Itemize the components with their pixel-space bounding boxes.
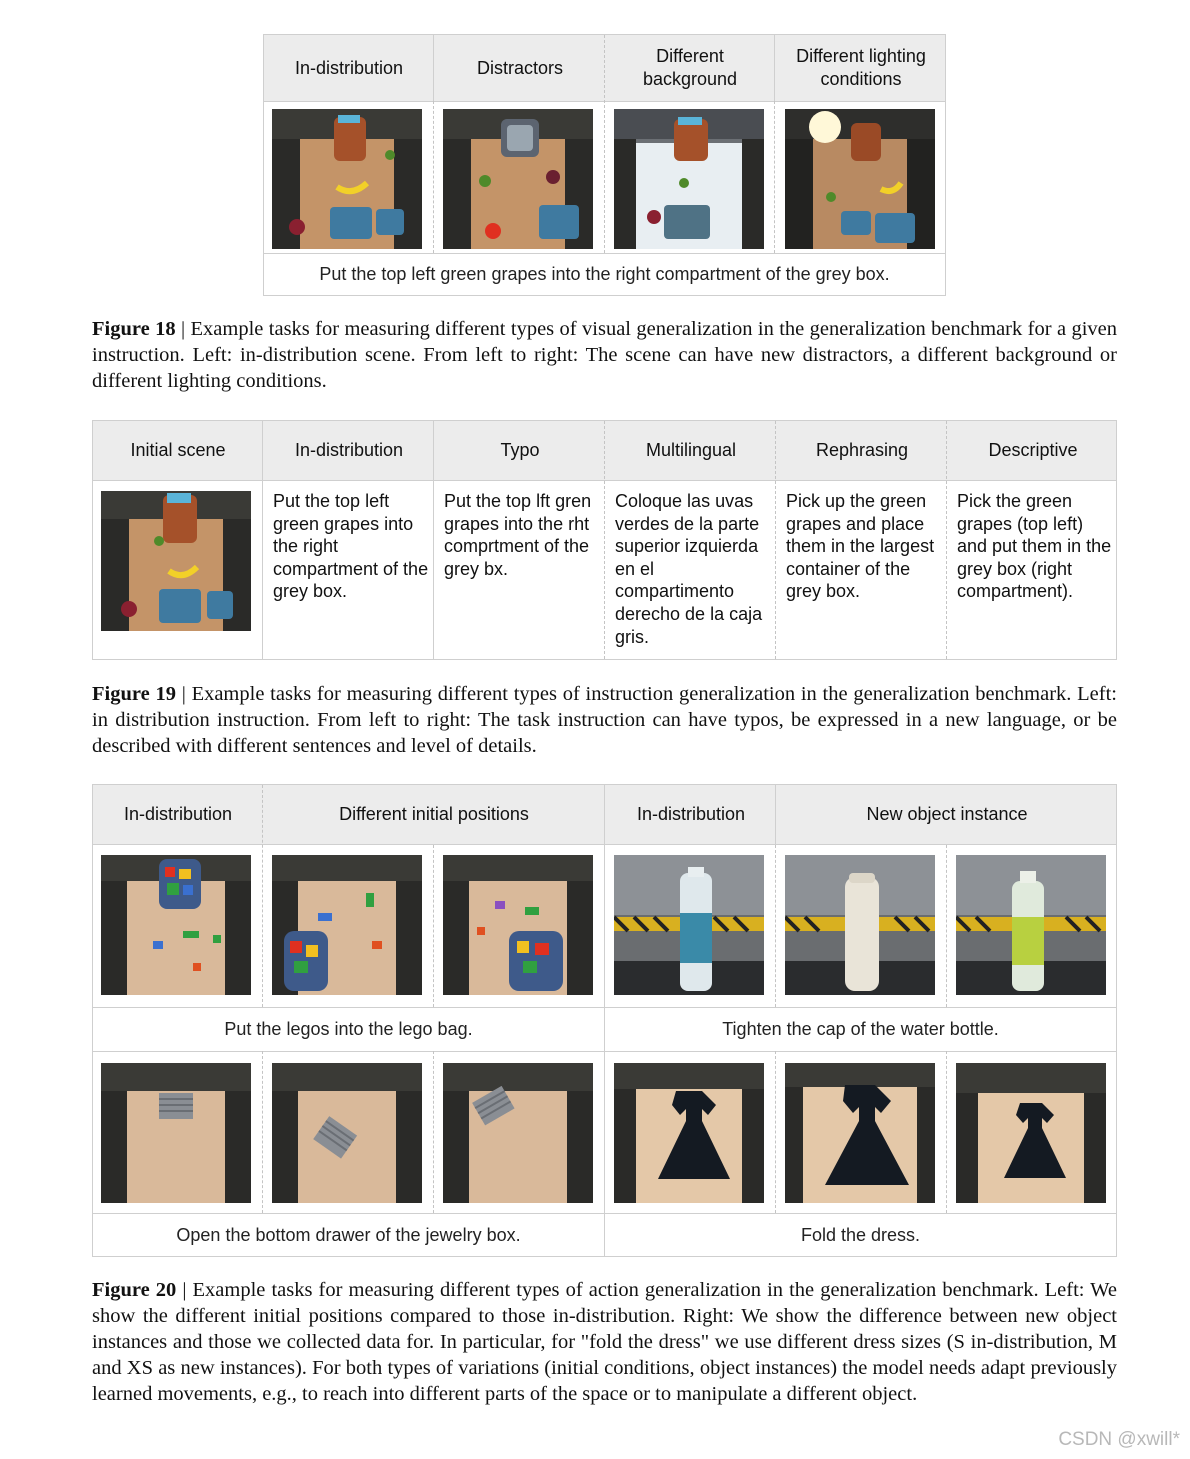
fig20-lego-in-distribution — [101, 855, 251, 995]
figure-18-label: Figure 18 — [92, 318, 176, 340]
fig20-header-new-object-instance: New object instance — [866, 804, 1028, 824]
fig19-header-in-distribution: In-distribution — [294, 440, 404, 460]
fig19-header-multilingual: Multilingual — [645, 440, 737, 460]
fig18-header-lighting: Different lighting conditions — [796, 46, 926, 89]
figure-20-label: Figure 20 — [92, 1279, 177, 1301]
fig19-initial-scene-image — [101, 491, 251, 631]
fig20-instruction-legos: Put the legos into the lego bag. — [224, 1019, 473, 1039]
fig19-cell-in-distribution: Put the top left green grapes into the right compartment of the grey box. — [273, 491, 429, 602]
fig20-jewelry-position-1 — [272, 1063, 422, 1203]
figure-19-table — [92, 420, 1117, 660]
figure-20-table — [92, 784, 1117, 1257]
fig19-header-rephrasing: Rephrasing — [815, 440, 909, 460]
figure-20-caption-text: | Example tasks for measuring different types of action generalization in the generalization benchmark. Left: We show the different initial positions compared to those in-distribution. Right: We show the difference between new object instances and those we collected data for. In particular, for "fold the dress" we use different dress sizes (S in-distribution, M and XS as new instances). For both types of variations (initial conditions, object instances) the model needs adapt previously learned movements, e.g., to reach into different parts of the space or to manipulate a different object. — [92, 1279, 1117, 1405]
fig20-header-in-distribution-left: In-distribution — [123, 804, 233, 824]
fig19-header-typo: Typo — [500, 440, 540, 460]
fig19-header-initial-scene: Initial scene — [130, 440, 226, 460]
fig20-dress-instance-2 — [956, 1063, 1106, 1203]
figure-18-caption-text: | Example tasks for measuring different types of visual generalization in the generalization benchmark for a given instruction. Left: in-distribution scene. From left to right: The scene can have new distractors, a different background or different lighting conditions. — [92, 318, 1118, 392]
fig18-header-distractors: Distractors — [476, 57, 563, 78]
figure-19-caption — [92, 681, 1117, 759]
fig19-cell-typo: Put the top lft gren grapes into the rht comprtment of the grey bx. — [444, 491, 592, 579]
fig19-header-descriptive: Descriptive — [988, 440, 1078, 460]
watermark: CSDN @xwill* — [1058, 1429, 1180, 1450]
fig20-bottle-instance-1 — [785, 855, 935, 995]
fig20-bottle-in-distribution — [614, 855, 764, 995]
fig20-instruction-dress: Fold the dress. — [800, 1225, 921, 1245]
fig20-dress-in-distribution — [614, 1063, 764, 1203]
fig19-cell-multilingual: Coloque las uvas verdes de la parte superior izquierda en el compartimento derecho de la caja gris. — [615, 491, 763, 647]
fig20-instruction-bottle: Tighten the cap of the water bottle. — [722, 1019, 999, 1039]
fig18-scene-in-distribution — [272, 109, 422, 249]
fig18-scene-distractors — [443, 109, 593, 249]
fig20-lego-position-2 — [443, 855, 593, 995]
fig20-jewelry-position-2 — [443, 1063, 593, 1203]
fig20-lego-position-1 — [272, 855, 422, 995]
figure-19-label: Figure 19 — [92, 683, 176, 705]
fig20-header-initial-positions: Different initial positions — [339, 804, 529, 824]
fig20-bottle-instance-2 — [956, 855, 1106, 995]
fig20-dress-instance-1 — [785, 1063, 935, 1203]
fig18-instruction: Put the top left green grapes into the right compartment of the grey box. — [319, 264, 890, 284]
figure-20-caption — [92, 1277, 1117, 1407]
figure-18-table — [263, 34, 946, 296]
fig18-header-in-distribution: In-distribution — [294, 57, 404, 78]
fig18-header-different-background: Different background — [642, 46, 738, 89]
fig18-scene-different-background — [614, 109, 764, 249]
fig19-cell-rephrasing: Pick up the green grapes and place them in the largest container of the grey box. — [786, 491, 935, 602]
fig20-jewelry-in-distribution — [101, 1063, 251, 1203]
fig19-cell-descriptive: Pick the green grapes (top left) and put them in the grey box (right compartment). — [957, 491, 1112, 602]
fig20-instruction-jewelry: Open the bottom drawer of the jewelry box. — [176, 1225, 521, 1245]
figure-19-caption-text: | Example tasks for measuring different types of instruction generalization in the generalization benchmark. Left: in distribution instruction. From left to right: The task instruction can have typos, be expressed in a new language, or be described with different sentences and level of details. — [92, 683, 1117, 757]
figure-18-caption — [92, 316, 1117, 394]
fig20-header-in-distribution-right: In-distribution — [636, 804, 746, 824]
fig18-scene-lighting — [785, 109, 935, 249]
